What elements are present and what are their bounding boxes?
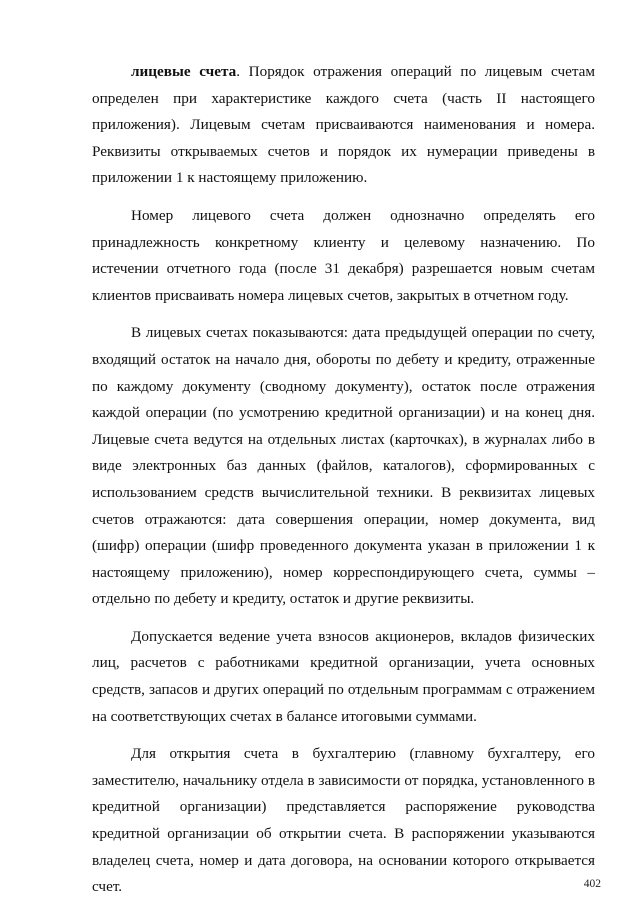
paragraph-2: Номер лицевого счета должен однозначно определять его принадлежность конкретному клиенту и целевому назначению. По истечении отчетного года (после 31 декабря) разрешается новым счетам клиентов присваивать номера лицевых счетов, закрытых в отчетном году. xyxy=(92,206,595,304)
paragraph-4: Допускается ведение учета взносов акционеров, вкладов физических лиц, расчетов с работниками кредитной организации, учета основных средств, запасов и других операций по отдельным программам с отражением на соответствующих счетах в балансе итоговыми суммами. xyxy=(92,627,595,725)
paragraph-1-text: . Порядок отражения операций по лицевым счетам определен при характеристике каждого счета (часть II настоящего приложения). Лицевым счетам присваиваются наименования и номера. Реквизиты открываемых счетов и порядок их нумерации приведены в приложении 1 к настоящему приложению. xyxy=(92,63,596,187)
paragraph-lead-term: лицевые счета xyxy=(131,63,237,80)
paragraph-3: В лицевых счетах показываются: дата предыдущей операции по счету, входящий остаток на начало дня, обороты по дебету и кредиту, отраженные по каждому документу (сводному документу), остаток после отражения каждой операции (по усмотрению кредитной организации) и на конец дня. Лицевые счета ведутся на отдельных листах (карточках), в журналах либо в виде электронных баз данных (файлов, каталогов), сформированных с использованием средств вычислительной техники. В реквизитах лицевых счетов отражаются: дата совершения операции, номер документа, вид (шифр) операции (шифр проведенного документа указан в приложении 1 к настоящему приложению), номер корреспондирующего счета, суммы – отдельно по дебету и кредиту, остаток и другие реквизиты. xyxy=(92,324,595,608)
paragraph-1 xyxy=(92,59,595,192)
document-body xyxy=(92,59,595,901)
paragraph-5: Для открытия счета в бухгалтерию (главному бухгалтеру, его заместителю, начальнику отдела в зависимости от порядка, установленного в кредитной организации) представляется распоряжение руководства кредитной организации об открытии счета. В распоряжении указываются владелец счета, номер и дата договора, на основании которого открывается счет. xyxy=(92,745,595,896)
page-number: 402 xyxy=(583,878,601,890)
